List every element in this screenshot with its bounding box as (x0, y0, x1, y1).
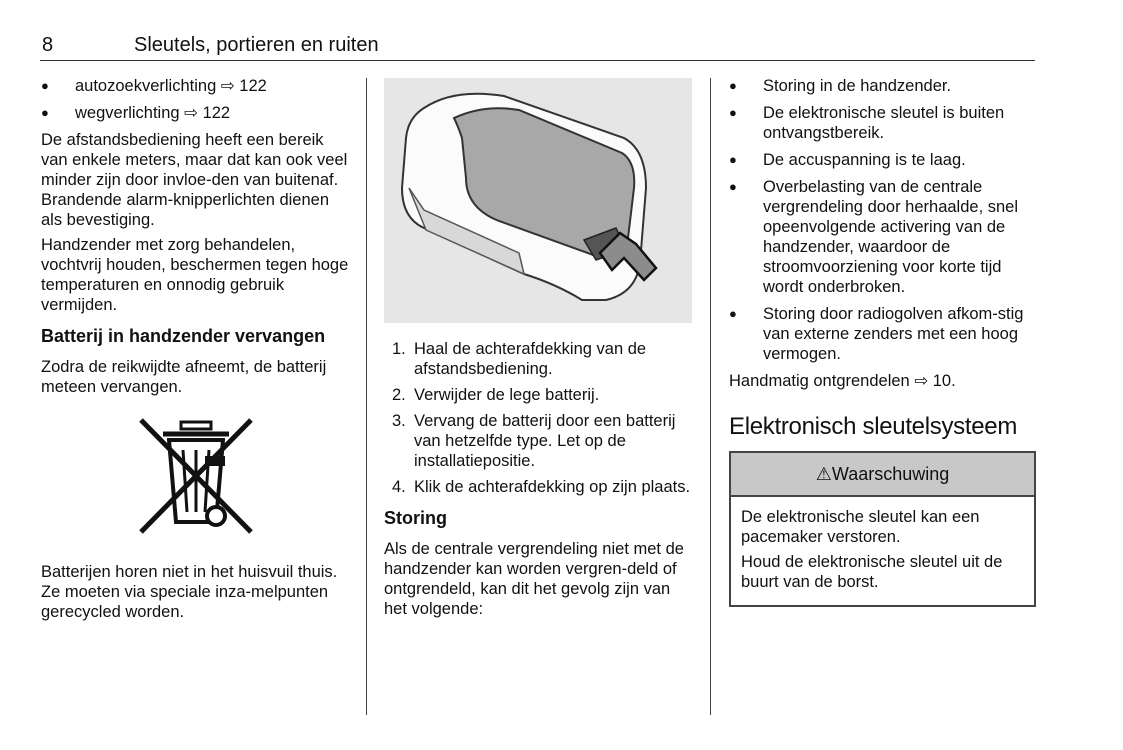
list-item: ● wegverlichting ⇨ 122 (41, 103, 351, 123)
column-divider (710, 78, 711, 715)
paragraph-storing: Als de centrale vergrendeling niet met de handzender kan worden vergren-deld of ontgrendeld, kan dit het gevolg zijn van het volgende: (384, 540, 684, 618)
list-item: ● De elektronische sleutel is buiten ontvangstbereik. (729, 103, 1036, 143)
replacement-steps (384, 339, 694, 497)
list-item: 1. Haal de achterafdekking van de afstandsbediening. (392, 340, 647, 378)
page-reference[interactable]: ⇨ 10. (914, 372, 956, 390)
list-item: ● autozoekverlichting ⇨ 122 (41, 76, 351, 96)
page-reference[interactable]: ⇨ 122 (184, 104, 231, 122)
page-reference-arrow-icon: ⇨ (220, 77, 235, 95)
warning-body (731, 497, 1034, 605)
page-reference[interactable]: ⇨ 122 (220, 77, 267, 95)
list-item: 3. Vervang de batterij door een batterij van hetzelfde type. Let op de installatiepositie. (392, 412, 676, 470)
column-middle (384, 78, 694, 624)
warning-text: De elektronische sleutel kan een pacemaker verstoren. (741, 508, 980, 546)
chapter-title: Sleutels, portieren en ruiten (134, 34, 379, 56)
key-fob-illustration (384, 78, 692, 323)
paragraph-recycling: Batterijen horen niet in het huisvuil thuis. Ze moeten via speciale inza-melpunten gerecycled worden. (41, 563, 338, 621)
section-heading: Elektronisch sleutelsysteem (729, 413, 1018, 440)
list-item: 4. Klik de achterafdekking op zijn plaats. (392, 478, 691, 496)
column-left (41, 76, 351, 627)
page-number: 8 (42, 34, 54, 56)
list-item: ● Storing in de handzender. (729, 76, 1036, 96)
warning-triangle-icon: ⚠ (815, 464, 832, 484)
fault-causes-list (729, 76, 1036, 364)
crossed-bin-icon (133, 414, 258, 539)
page-reference-arrow-icon: ⇨ (914, 372, 929, 390)
key-fob-icon (384, 78, 692, 323)
list-item: 2. Verwijder de lege batterij. (392, 386, 600, 404)
paragraph-range: De afstandsbediening heeft een bereik van enkele meters, maar dat kan ook veel minder zijn door invloe-den van buitenaf. Brandende alarm-knipperlichten dienen als bevestiging. (41, 131, 348, 229)
lighting-list (41, 76, 351, 123)
heading-storing: Storing (384, 508, 447, 528)
list-item: ● Overbelasting van de centrale vergrendeling door herhaalde, snel opeenvolgende activering van de handzender, waardoor de stroomvoorziening voor korte tijd wordt onderbroken. (729, 177, 1036, 297)
column-right (729, 76, 1036, 607)
column-divider (366, 78, 367, 715)
warning-header (731, 453, 1034, 497)
page-header (40, 34, 1035, 61)
list-item: ● Storing door radiogolven afkom-stig van externe zenders met een hoog vermogen. (729, 304, 1036, 364)
heading-battery-replace: Batterij in handzender vervangen (41, 326, 326, 346)
paragraph-replace: Zodra de reikwijdte afneemt, de batterij meteen vervangen. (41, 358, 327, 396)
list-item: ● De accuspanning is te laag. (729, 150, 1036, 170)
warning-title: Waarschuwing (831, 464, 950, 484)
paragraph-care: Handzender met zorg behandelen, vochtvrij houden, beschermen tegen hoge temperaturen en onnodig gebruik vermijden. (41, 236, 349, 314)
manual-unlock-line: Handmatig ontgrendelen ⇨ 10. (729, 372, 956, 390)
warning-box (729, 451, 1036, 607)
page-reference-arrow-icon: ⇨ (184, 104, 198, 122)
warning-text: Houd de elektronische sleutel uit de buurt van de borst. (741, 553, 1003, 591)
